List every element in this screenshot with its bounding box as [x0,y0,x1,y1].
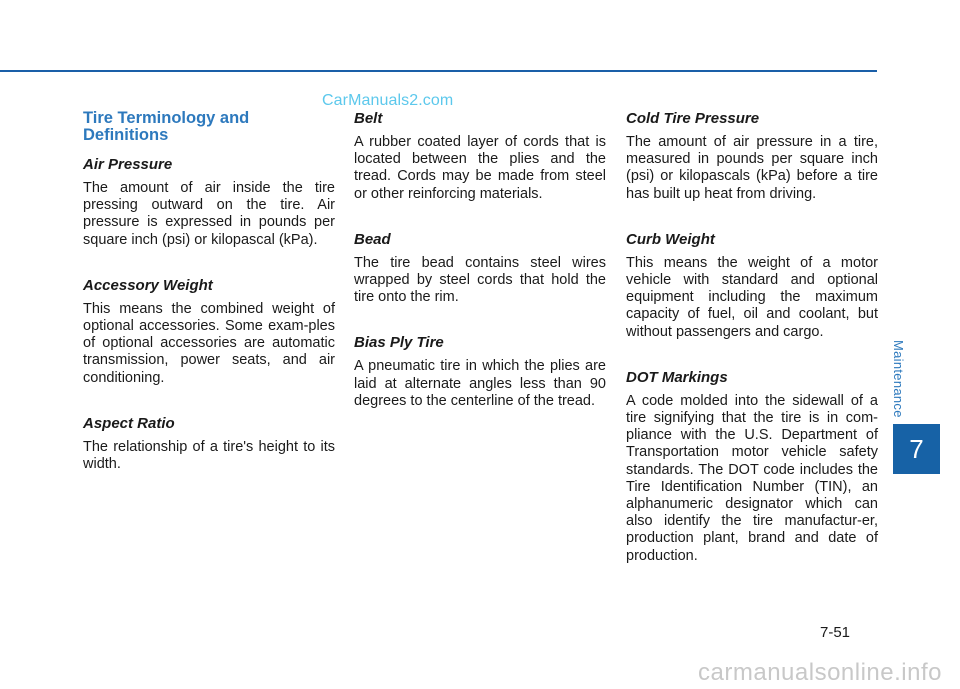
entry-belt [354,110,606,203]
section-title: Tire Terminology and Definitions [83,109,250,144]
entry-definition: A code molded into the sidewall of a tire signifying that the tire is in com-pliance with the U.S. Department of Transportation motor vehicle safety standards. The DOT code includes the Tire Identification Number (TIN), an alphanumeric designator which can also identify the tire manufactur-er, production plant, brand and date of production. [626,392,878,564]
entry-accessory-weight [83,277,335,387]
entry-air-pressure [83,156,335,249]
chapter-tab: 7 [893,424,940,474]
watermark-top: CarManuals2.com [322,92,454,109]
entry-term: Belt [354,110,383,127]
entry-definition: A pneumatic tire in which the plies are laid at alternate angles less than 90 degrees to the centerline of the tread. [354,358,606,409]
entry-term: Air Pressure [83,156,173,173]
column-1 [83,110,335,501]
entry-definition: This means the weight of a motor vehicle with standard and optional equipment including the maximum capacity of fuel, oil and coolant, but without passengers and cargo. [626,254,878,340]
entry-bead [354,231,606,307]
entry-term: DOT Markings [626,368,728,386]
chapter-label: Maintenance [891,340,906,418]
entry-definition: The amount of air pressure in a tire, measured in pounds per square inch (psi) or kilopascals (kPa) before a tire has built up heat from driving. [626,134,878,202]
column-3 [626,110,878,593]
entry-aspect-ratio [83,415,335,473]
entry-term: Aspect Ratio [83,414,175,432]
column-2 [354,110,606,438]
entry-cold-tire-pressure [626,110,878,203]
entry-definition: The amount of air inside the tire pressing outward on the tire. Air pressure is expressed in pounds per square inch (psi) or kilopascal (kPa). [83,180,335,248]
entry-definition: This means the combined weight of optional accessories. Some exam-ples of optional accessories are automatic transmission, power seats, and air conditioning. [83,300,335,386]
entry-definition: The tire bead contains steel wires wrapped by steel cords that hold the tire onto the rim. [354,254,606,306]
entry-term: Cold Tire Pressure [626,110,760,127]
entry-term: Bead [354,230,391,248]
entry-bias-ply-tire [354,334,606,410]
entry-definition: The relationship of a tire's height to its width. [83,438,335,473]
watermark-bottom: carmanualsonline.info [698,659,942,686]
entry-definition: A rubber coated layer of cords that is located between the plies and the tread. Cords may be made from steel or other reinforcing materials. [354,134,606,202]
header-rule [0,70,877,72]
entry-dot-markings [626,369,878,565]
entry-term: Accessory Weight [83,276,213,294]
page-number: 7-51 [820,624,851,641]
entry-term: Curb Weight [626,230,715,248]
entry-term: Bias Ply Tire [354,334,444,352]
entry-curb-weight [626,231,878,341]
